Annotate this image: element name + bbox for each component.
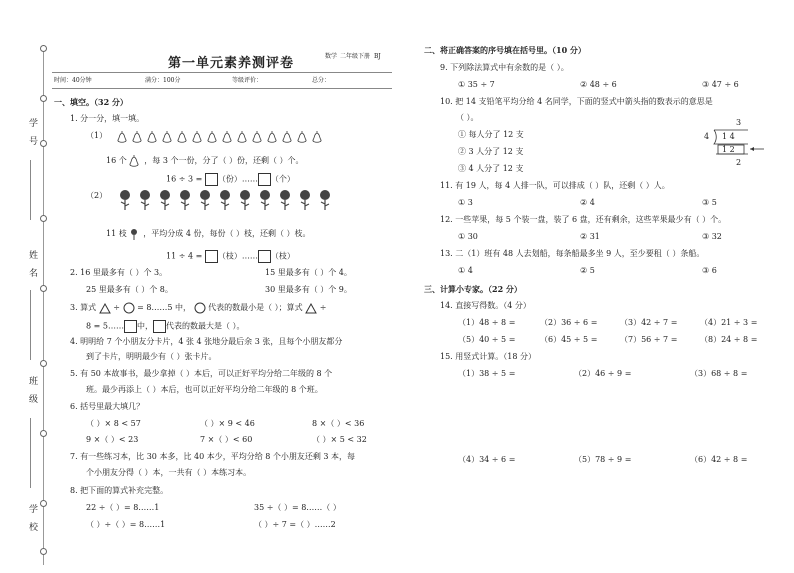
- flower-icon: [117, 189, 133, 211]
- q1a-question: ，每 3 个一份，分了（ ）份，还剩（ ）个。: [144, 156, 304, 165]
- q10-opt3[interactable]: ③ 4 人分了 12 支: [458, 164, 524, 173]
- section-3-title: 三、计算小专家。（22 分）: [424, 284, 522, 294]
- binding-hole: [40, 430, 47, 437]
- flower-icon: [177, 189, 193, 211]
- eq-part: 11 ÷ 4 =: [166, 251, 203, 261]
- binding-hole: [40, 215, 47, 222]
- rating-info: 等级评价：: [232, 77, 263, 84]
- q1a-equation: [166, 173, 295, 186]
- q14: 14. 直接写得数。（4 分）: [440, 301, 531, 310]
- q15-2: （2）46 ÷ 9 =: [574, 369, 632, 378]
- square-icon: [153, 320, 166, 333]
- flower-icon: [237, 189, 253, 211]
- header-rule: [52, 72, 392, 73]
- q6d: 9 ×（ ）< 23: [86, 435, 139, 444]
- q11-opt1[interactable]: ① 3: [458, 198, 473, 207]
- quotient: 3: [736, 118, 742, 127]
- q6-title: 6. 括号里最大填几？: [70, 402, 145, 411]
- q14-3: （3）42 ÷ 7 =: [620, 318, 678, 327]
- binding-hole: [40, 45, 47, 52]
- dividend: 1 4: [722, 132, 735, 141]
- flower-icon: [137, 189, 153, 211]
- circle-icon: [194, 302, 206, 314]
- q15-6: （6）42 ÷ 8 =: [690, 455, 748, 464]
- header-rule: [52, 88, 392, 89]
- q7-line1: 7. 有一些练习本，比 30 本多，比 40 本少，平均分给 8 个小朋友还剩 3 本，每: [70, 452, 356, 461]
- q9-opt2[interactable]: ② 48 ÷ 6: [580, 80, 617, 89]
- q9-opt1[interactable]: ① 35 ÷ 7: [458, 80, 495, 89]
- pear-icon: [117, 130, 127, 144]
- pear-icon: [312, 130, 322, 144]
- q10-opt1[interactable]: ① 每人分了 12 支: [458, 130, 524, 139]
- q14-5: （5）40 ÷ 5 =: [458, 335, 516, 344]
- q10: 10. 把 14 支铅笔平均分给 4 名同学，下面的竖式中箭头指的数表示的意思是: [440, 97, 713, 106]
- q14-7: （7）56 ÷ 7 =: [620, 335, 678, 344]
- pear-icon: [297, 130, 307, 144]
- flower-icon: [317, 189, 333, 211]
- pear-icon: [222, 130, 232, 144]
- q2b: 15 里最多有（ ）个 4。: [265, 268, 352, 277]
- q4-line1: 4. 明明给 7 个小朋友分卡片，4 张 4 张地分最后余 3 张，且每个小朋友都分: [70, 337, 343, 346]
- q3-part: 中，: [136, 321, 153, 331]
- pear-icon: [237, 130, 247, 144]
- q1-text: 1. 分一分，填一填。: [70, 114, 145, 123]
- total-info: 总分：: [312, 77, 331, 84]
- q1b-question: ，平均分成 4 份，每份（ ）枝，还剩（ ）枝。: [143, 229, 311, 238]
- pear-icon: [252, 130, 262, 144]
- flower-icon: [257, 189, 273, 211]
- q13-opt1[interactable]: ① 4: [458, 266, 473, 275]
- q2a: 2. 16 里最多有（ ）个 3。: [70, 268, 168, 277]
- q7-line2: 个小朋友分得（ ）本，一共有（ ）本练习本。: [86, 468, 252, 477]
- q14-4: （4）21 ÷ 3 =: [700, 318, 758, 327]
- triangle-icon: [305, 303, 317, 314]
- circle-icon: [123, 302, 135, 314]
- q11-opt3[interactable]: ③ 5: [702, 198, 717, 207]
- pear-icon: [132, 130, 142, 144]
- q6a: （ ）× 8 < 57: [86, 419, 141, 428]
- q9: 9. 下列除法算式中有余数的是（ ）。: [440, 63, 569, 72]
- q1a-count: 16 个: [106, 156, 127, 165]
- school-label: 学 校: [27, 504, 37, 534]
- binding-hole: [40, 95, 47, 102]
- eq-part: （个）: [270, 174, 295, 184]
- remainder: 2: [736, 158, 742, 167]
- divisor: 4: [704, 132, 710, 141]
- q5-line2: 班。最少再添上（ ）本后，也可以正好平均分给二年级的 8 个班。: [86, 385, 323, 394]
- q3-part: 3. 算式: [70, 303, 97, 312]
- q13-opt3[interactable]: ③ 6: [702, 266, 717, 275]
- flower-icon: [157, 189, 173, 211]
- q1b-label: （2）: [86, 191, 108, 200]
- pear-row: [117, 130, 327, 146]
- subject: 数学: [325, 53, 338, 60]
- q3-part: 代表的数最小是（ ）；算式: [208, 303, 303, 312]
- flower-row: [117, 189, 337, 213]
- q8c: （ ）÷（ ）= 8……1: [86, 520, 166, 529]
- pear-icon: [207, 130, 217, 144]
- section-1-title: 一、填空。（32 分）: [54, 97, 128, 107]
- q12-opt2[interactable]: ② 31: [580, 232, 600, 241]
- pear-icon: [147, 130, 157, 144]
- pear-icon: [162, 130, 172, 144]
- q13: 13. 二（1）班有 48 人去划船，每条船最多坐 9 人，至少要租（ ）条船。: [440, 249, 705, 258]
- q6b: （ ）× 9 < 46: [200, 419, 255, 428]
- flower-icon: [217, 189, 233, 211]
- long-division: [700, 116, 770, 172]
- q14-1: （1）48 ÷ 8 =: [458, 318, 516, 327]
- class-label: 班 级: [27, 376, 37, 406]
- answer-box[interactable]: [258, 173, 271, 186]
- page-title: 第一单元素养测评卷: [168, 56, 295, 71]
- q10-cont: （ ）。: [456, 113, 479, 122]
- q12: 12. 一些苹果，每 5 个装一盘，装了 6 盘，还有剩余，这些苹果最少有（ ）个。: [440, 215, 727, 224]
- q12-opt3[interactable]: ③ 32: [702, 232, 722, 241]
- q3-part: ÷: [113, 303, 120, 312]
- q2d: 30 里最多有（ ）个 9。: [265, 285, 352, 294]
- binding-hole: [40, 500, 47, 507]
- eq-part: （枝）: [270, 251, 295, 261]
- q3-part: 代表的数最大是（ ）。: [165, 321, 245, 331]
- q1b-count: 11 枝: [106, 229, 127, 238]
- version: BJ: [374, 53, 381, 60]
- square-icon: [124, 320, 137, 333]
- q12-opt1[interactable]: ① 30: [458, 232, 478, 241]
- q10-opt2[interactable]: ② 3 人分了 12 支: [458, 147, 524, 156]
- q11-opt2[interactable]: ② 4: [580, 198, 595, 207]
- binding-line: [43, 45, 44, 565]
- q2c: 25 里最多有（ ）个 8。: [86, 285, 173, 294]
- product: 1 2: [722, 145, 735, 154]
- time-info: 时间：40分钟: [54, 77, 92, 84]
- q13-opt2[interactable]: ② 5: [580, 266, 595, 275]
- q15-1: （1）38 ÷ 5 =: [458, 369, 516, 378]
- triangle-icon: [99, 303, 111, 314]
- flower-icon: [129, 228, 139, 240]
- q3-part: 8 = 5……: [86, 321, 124, 331]
- binding-hole: [40, 140, 47, 147]
- q1a-label: （1）: [86, 131, 108, 140]
- eq-part: （份）……: [217, 174, 258, 184]
- q6e: 7 ×（ ）< 60: [200, 435, 253, 444]
- q8b: 35 ÷（ ）= 8……（ ）: [254, 503, 341, 512]
- q8-title: 8. 把下面的算式补充完整。: [70, 486, 169, 495]
- answer-box[interactable]: [258, 250, 271, 263]
- q1b-line: [106, 228, 311, 240]
- q15: 15. 用竖式计算。（18 分）: [440, 352, 536, 361]
- q5-line1: 5. 有 50 本故事书，最少拿掉（ ）本后，可以正好平均分给二年级的 8 个: [70, 369, 333, 378]
- q14-6: （6）45 ÷ 5 =: [540, 335, 598, 344]
- side-rule: [30, 160, 31, 220]
- q3-line2: [86, 320, 245, 333]
- q6f: （ ）× 5 < 32: [312, 435, 367, 444]
- q14-8: （8）24 ÷ 8 =: [700, 335, 758, 344]
- q14-2: （2）36 ÷ 6 =: [540, 318, 598, 327]
- score-info: 满分：100分: [145, 77, 181, 84]
- flower-icon: [197, 189, 213, 211]
- answer-box[interactable]: [205, 250, 218, 263]
- student-id-label: 学 号: [27, 118, 37, 148]
- q11: 11. 有 19 人，每 4 人排一队，可以排成（ ）队，还剩（ ）人。: [440, 181, 670, 190]
- binding-hole: [40, 360, 47, 367]
- q1a-line: [106, 154, 304, 168]
- q15-3: （3）68 ÷ 8 =: [690, 369, 748, 378]
- q15-4: （4）34 ÷ 6 =: [458, 455, 516, 464]
- q4-line2: 到了卡片，明明最少有（ ）张卡片。: [86, 352, 217, 361]
- grade: 二年级下册: [340, 53, 371, 60]
- answer-box[interactable]: [205, 173, 218, 186]
- pear-icon: [267, 130, 277, 144]
- pear-icon: [129, 154, 139, 168]
- binding-hole: [40, 285, 47, 292]
- flower-icon: [277, 189, 293, 211]
- eq-part: 16 ÷ 3 =: [166, 174, 203, 184]
- q3-part: = 8……5 中，: [137, 303, 192, 312]
- binding-hole: [40, 548, 47, 555]
- eq-part: （枝）……: [217, 251, 258, 261]
- section-2-title: 二、将正确答案的序号填在括号里。（10 分）: [424, 45, 586, 55]
- q6c: 8 ×（ ）< 36: [312, 419, 365, 428]
- pear-icon: [282, 130, 292, 144]
- q8d: （ ）÷ 7 =（ ）……2: [254, 520, 336, 529]
- pear-icon: [192, 130, 202, 144]
- q3-part: ÷: [319, 303, 327, 312]
- side-rule: [30, 418, 31, 488]
- pear-icon: [177, 130, 187, 144]
- name-label: 姓 名: [27, 250, 37, 280]
- side-rule: [30, 290, 31, 360]
- flower-icon: [297, 189, 313, 211]
- q1b-equation: [166, 250, 295, 263]
- q15-5: （5）78 ÷ 9 =: [574, 455, 632, 464]
- q3-line1: [70, 302, 326, 314]
- q9-opt3[interactable]: ③ 47 ÷ 6: [702, 80, 739, 89]
- q8a: 22 ÷（ ）= 8……1: [86, 503, 160, 512]
